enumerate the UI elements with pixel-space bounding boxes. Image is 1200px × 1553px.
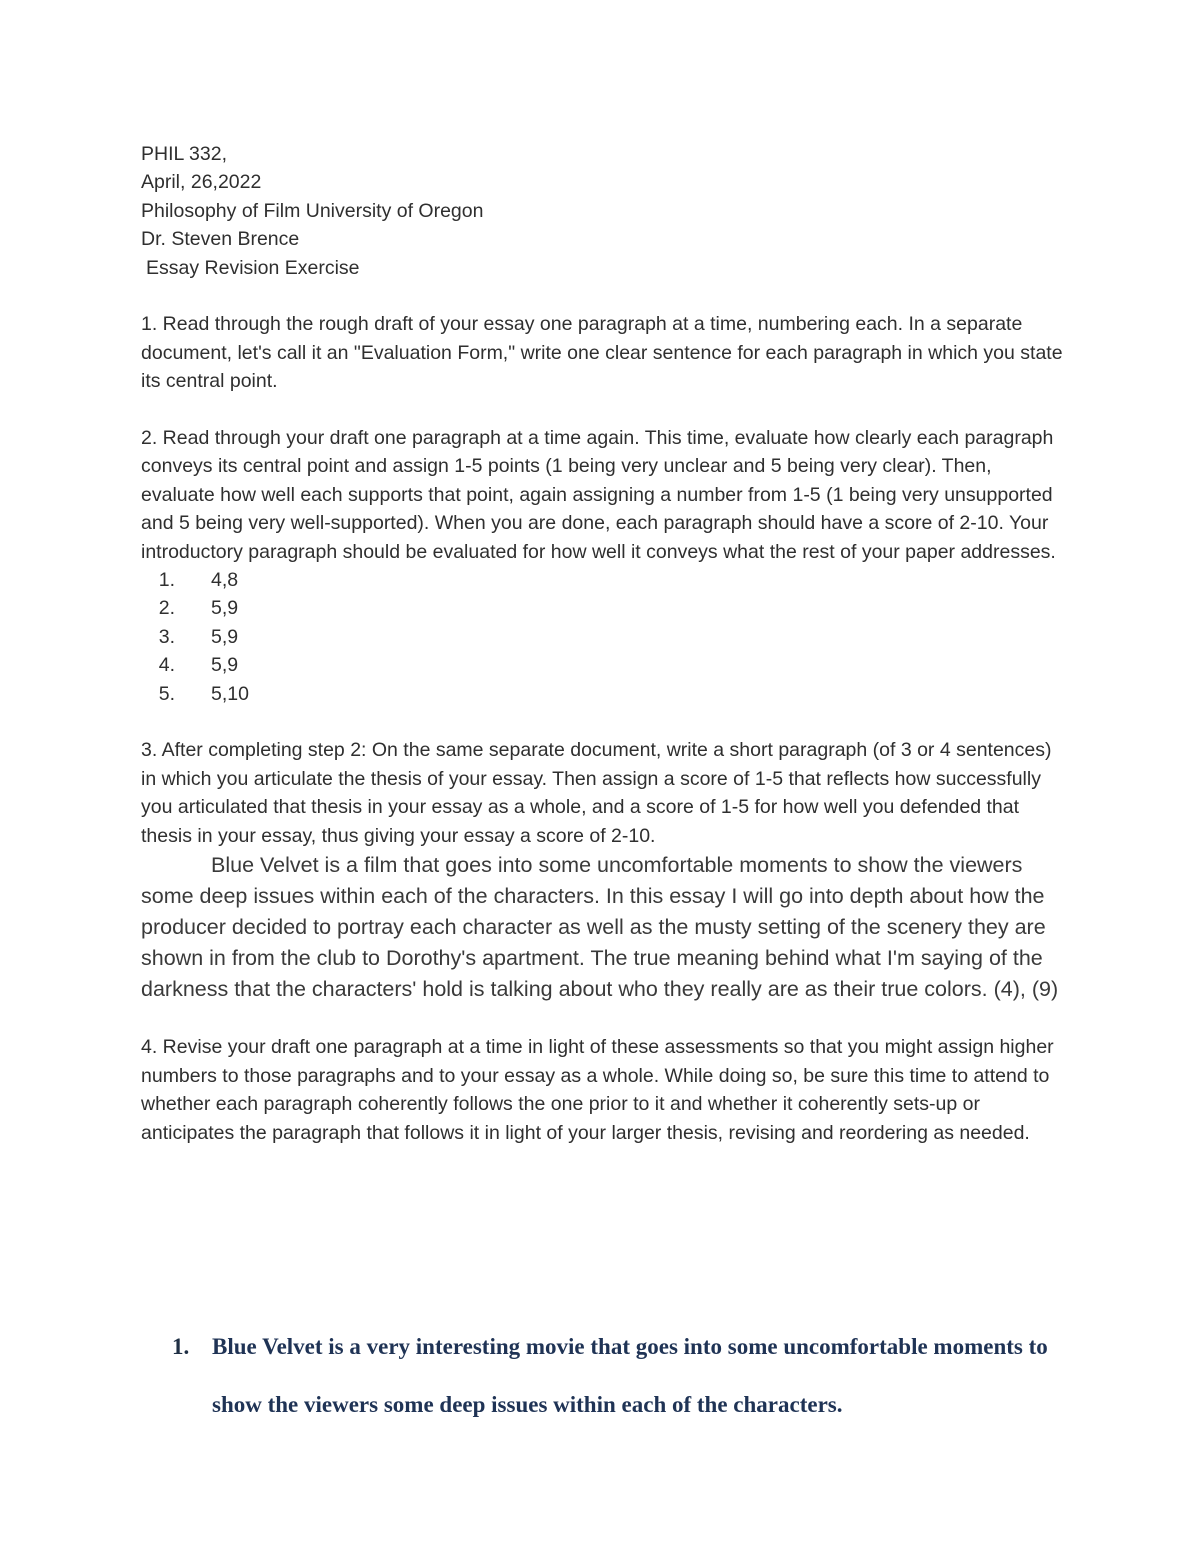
list-item-number: 3. — [158, 625, 175, 648]
step-1-instructions: 1. Read through the rough draft of your essay one paragraph at a time, numbering each. In a separate document, let's call it an "Evaluation Form," write one clear sentence for each paragraph in which you state its central point. — [141, 313, 1063, 393]
draft-paragraph-number: 1. — [172, 1334, 190, 1359]
list-item — [141, 623, 1066, 651]
course-code: PHIL 332, — [141, 143, 227, 165]
draft-paragraph-1 — [172, 1318, 1052, 1434]
paragraph-score-list — [141, 566, 1066, 708]
list-item-number: 4. — [158, 654, 175, 677]
spacer — [141, 1005, 1066, 1033]
list-item-score: 4,8 — [211, 569, 239, 592]
list-item — [141, 651, 1066, 679]
step-2-instructions: 2. Read through your draft one paragraph at a time again. This time, evaluate how clearly each paragraph conveys its central point and assign 1-5 points (1 being very unclear and 5 being very clear). Then, evaluate how well each supports that point, again assigning a number from 1-5 (1 being very unsupported and 5 being very well-supported). When you are done, each paragraph should have a score of 2-10. Your introductory paragraph should be evaluated for how well it conveys what the rest of your paper addresses. — [141, 427, 1056, 563]
date-line: April, 26,2022 — [141, 171, 262, 194]
list-item-score: 5,10 — [211, 682, 249, 705]
draft-paragraph-text: Blue Velvet is a very interesting movie that goes into some uncomfortable moments to show the viewers some deep issues within each of the characters. — [212, 1334, 1048, 1417]
list-item-score: 5,9 — [211, 625, 239, 648]
document-body — [141, 140, 1066, 1147]
spacer — [141, 396, 1066, 424]
list-item-number: 1. — [158, 569, 175, 592]
step-4-instructions: 4. Revise your draft one paragraph at a time in light of these assessments so that you might assign higher numbers to those paragraphs and to your essay as a whole. While doing so, be sure this time to attend to whether each paragraph coherently follows the one prior to it and whether it coherently sets-up or anticipates the paragraph that follows it in light of your larger thesis, revising and reordering as needed. — [141, 1036, 1054, 1144]
list-item-number: 5. — [158, 682, 175, 705]
course-title: Philosophy of Film University of Oregon — [141, 199, 484, 222]
spacer — [141, 708, 1066, 736]
list-item-number: 2. — [158, 597, 175, 620]
list-item — [141, 566, 1066, 594]
list-item — [141, 594, 1066, 622]
spacer — [141, 282, 1066, 310]
assignment-title: Essay Revision Exercise — [146, 256, 360, 279]
thesis-text: Blue Velvet is a film that goes into some uncomfortable moments to show the viewers some deep issues within each of the characters. In this essay I will go into depth about how the producer decided to portray each character as well as the musty setting of the scenery they are shown in from the club to Dorothy's apartment. The true meaning behind what I'm saying of the darkness that the characters' hold is talking about who they really are as their true colors. (4), (9) — [141, 853, 1059, 1002]
instructor-name: Dr. Steven Brence — [141, 228, 300, 251]
list-item-score: 5,9 — [211, 597, 239, 620]
step-3-instructions: 3. After completing step 2: On the same separate document, write a short paragraph (of 3 or 4 sentences) in which you articulate the thesis of your essay. Then assign a score of 1-5 that reflects how successfully you articulated that thesis in your essay as a whole, and a score of 1-5 for how well you defended that thesis in your essay, thus giving your essay a score of 2-10. — [141, 739, 1052, 847]
list-item — [141, 680, 1066, 708]
list-item-score: 5,9 — [211, 654, 239, 677]
thesis-paragraph — [141, 850, 1066, 1005]
